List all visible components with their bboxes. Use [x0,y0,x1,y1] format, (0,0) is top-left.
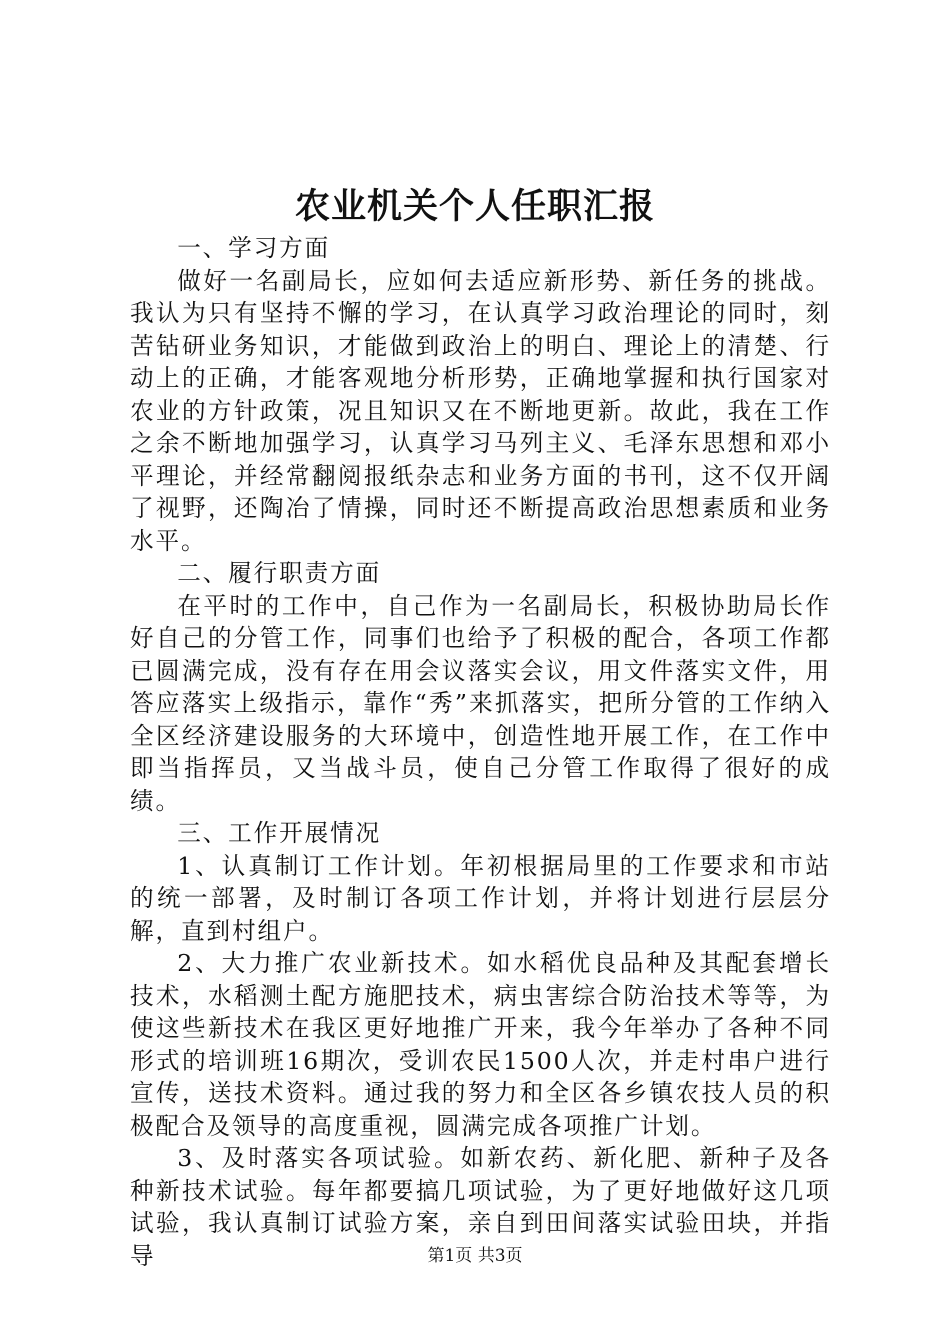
paragraph: 做好一名副局长，应如何去适应新形势、新任务的挑战。我认为只有坚持不懈的学习，在认真学习政治理论的同时，刻苦钻研业务知识，才能做到政治上的明白、理论上的清楚、行动上的正确，才能客观地分析形势，正确地掌握和执行国家对农业的方针政策，况且知识又在不断地更新。故此，我在工作之余不断地加强学习，认真学习马列主义、毛泽东思想和邓小平理论，并经常翻阅报纸杂志和业务方面的书刊，这不仅开阔了视野，还陶冶了情操，同时还不断提高政治思想素质和业务水平。 [130,266,831,555]
paragraph: 1、认真制订工作计划。年初根据局里的工作要求和市站的统一部署，及时制订各项工作计划，并将计划进行层层分解，直到村组户。 [130,851,831,945]
paragraph: 在平时的工作中，自己作为一名副局长，积极协助局长作好自己的分管工作，同事们也给予了积极的配合，各项工作都已圆满完成，没有存在用会议落实会议，用文件落实文件，用答应落实上级指示，靠作“秀”来抓落实，把所分管的工作纳入全区经济建设服务的大环境中，创造性地开展工作，在工作中即当指挥员，又当战斗员，使自己分管工作取得了很好的成绩。 [130,591,831,815]
page-footer: 第1页 共3页 [427,1246,523,1266]
document-body [130,232,831,1272]
paragraph: 3、及时落实各项试验。如新农药、新化肥、新种子及各种新技术试验。每年都要搞几项试验，为了更好地做好这几项试验，我认真制订试验方案，亲自到田间落实试验田块，并指导 [130,1144,831,1270]
paragraph: 2、大力推广农业新技术。如水稻优良品种及其配套增长技术，水稻测土配方施肥技术，病虫害综合防治技术等等，为使这些新技术在我区更好地推广开来，我今年举办了各种不同形式的培训班16期次，受训农民1500人次，并走村串户进行宣传，送技术资料。通过我的努力和全区各乡镇农技人员的积极配合及领导的高度重视，圆满完成各项推广计划。 [130,949,831,1140]
section-heading-study: 一、学习方面 [177,234,331,262]
section-heading-duties: 二、履行职责方面 [177,559,382,587]
section-heading-work: 三、工作开展情况 [177,819,382,847]
document-title: 农业机关个人任职汇报 [294,187,655,227]
